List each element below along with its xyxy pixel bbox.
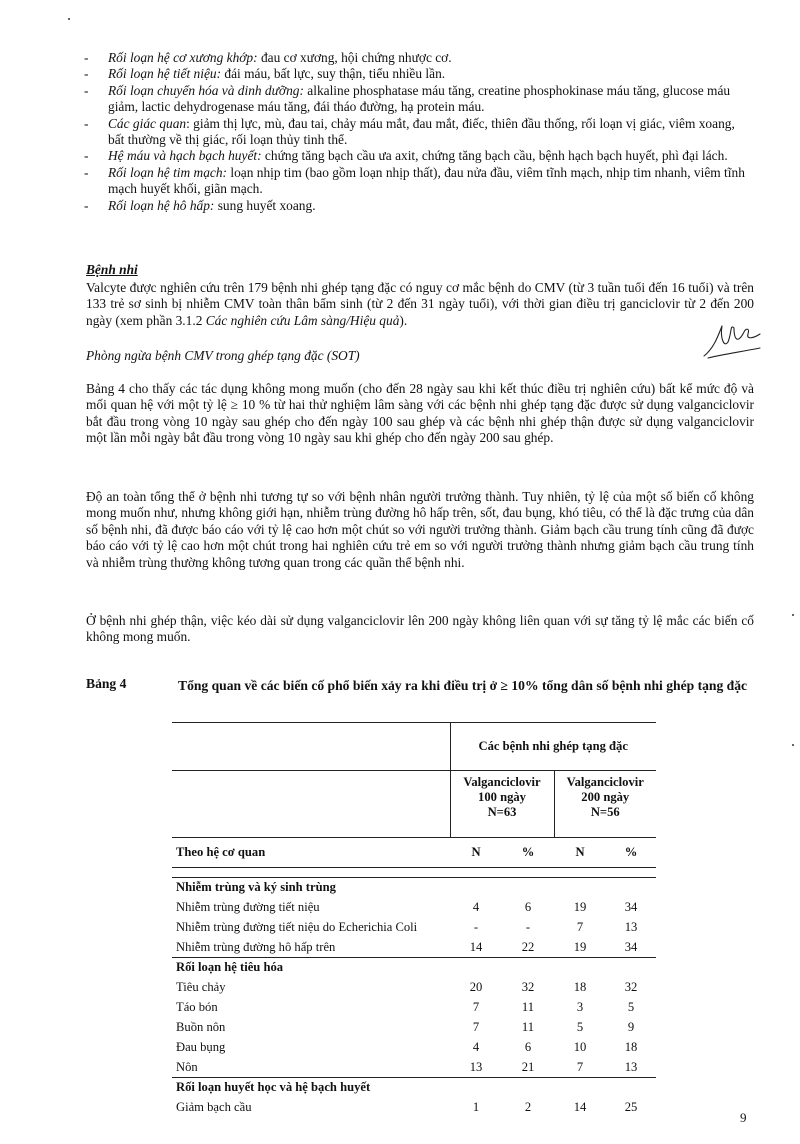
list-item: - Rối loạn hệ tim mạch: loạn nhịp tim (bao gồm loạn nhịp thất), đau nửa đầu, viêm tĩnh mạch, nhịp tim nhanh, viêm tĩnh mạch huyết khối, giãn mạch. — [84, 164, 745, 197]
table-row: Buồn nôn 7 11 5 9 — [176, 1020, 635, 1034]
list-item: - Rối loạn hệ cơ xương khớp: đau cơ xương, hội chứng nhược cơ. — [84, 50, 452, 65]
list-item: - Hệ máu và hạch bạch huyết: chứng tăng bạch cầu ưa axit, chứng tăng bạch cầu, bệnh hạch bạch huyết, phì đại lách. — [84, 148, 728, 164]
column-header-organ: Theo hệ cơ quan — [172, 838, 450, 868]
table-row: Táo bón 7 11 3 5 — [176, 1000, 635, 1014]
table-row: Nhiễm trùng đường tiết niệu do Echerichia Coli - - 7 13 — [176, 920, 638, 934]
arm-header-200: Valganciclovir 200 ngày N=56 — [554, 771, 656, 838]
column-header-n: N — [450, 838, 502, 868]
group-header: Các bệnh nhi ghép tạng đặc — [450, 723, 656, 771]
list-item: - Các giác quan: giảm thị lực, mù, đau tai, chảy máu mắt, đau mắt, điếc, thiên đầu thống, rối loạn vị giác, viêm xoang, bất thường về thị giác, rối loạn thủy tinh thể. — [84, 115, 735, 148]
table-row: Tiêu chảy 20 32 18 32 — [176, 980, 638, 994]
table-title: Tổng quan về các biến cố phổ biến xảy ra khi điều trị ở ≥ 10% tổng dân số bệnh nhi ghép tạng đặc — [178, 678, 748, 693]
column-header-pct: % — [606, 838, 656, 868]
table-label: Bảng 4 — [86, 676, 127, 691]
paragraph-pediatric-intro: Valcyte được nghiên cứu trên 179 bệnh nhi ghép tạng đặc có nguy cơ mắc bệnh do CMV (từ 3 tuần tuổi đến 16 tuổi) và trên 133 trẻ sơ sinh bị nhiễm CMV toàn thân bẩm sinh (từ 2 đến 31 ngày tuổi), với thời gian điều trị ganciclovir từ 2 đến 200 ngày (xem phần 3.1.2 Các nghiên cứu Lâm sàng/Hiệu quả). — [86, 280, 754, 328]
table-row: Đau bụng 4 6 10 18 — [176, 1040, 638, 1054]
list-item: - Rối loạn chuyển hóa và dinh dưỡng: alkaline phosphatase máu tăng, creatine phosphokinase máu tăng, glucose máu giảm, lactic dehydrogenase máu tăng, đái tháo đường, hạ protein máu. — [84, 82, 731, 115]
table-row: Nhiễm trùng đường hô hấp trên 14 22 19 34 — [176, 939, 638, 954]
section-row: Nhiễm trùng và ký sinh trùng — [172, 878, 656, 898]
scan-speck — [68, 18, 70, 20]
paragraph-table-intro: Bảng 4 cho thấy các tác dụng không mong muốn (cho đến 28 ngày sau khi kết thúc điều trị nghiên cứu) bất kể mức độ và mối quan hệ với một tỷ lệ ≥ 10 % từ hai thử nghiệm lâm sàng với các bệnh nhi ghép tạng đặc được sử dụng valganciclovir bắt đầu trong vòng 10 ngày sau ghép cho đến ngày 100 sau ghép và các bệnh nhi ghép thận được sử dụng valganciclovir một lần mỗi ngày bắt đầu trong vòng 10 ngày sau khi ghép cho đến ngày 200 sau ghép. — [86, 381, 754, 446]
adverse-events-table — [172, 722, 656, 1118]
table-row: Nhiễm trùng đường tiết niệu 4 6 19 34 — [176, 900, 638, 914]
column-header-pct: % — [502, 838, 554, 868]
sot-heading: Phòng ngừa bệnh CMV trong ghép tạng đặc (SOT) — [86, 348, 360, 363]
list-item: - Rối loạn hệ hô hấp: sung huyết xoang. — [84, 197, 316, 213]
table-row: Giảm bạch cầu 1 2 14 25 — [176, 1100, 638, 1114]
page-number: 9 — [740, 1110, 747, 1125]
pediatric-heading: Bệnh nhi — [86, 262, 138, 277]
paragraph-safety: Độ an toàn tổng thể ở bệnh nhi tương tự so với bệnh nhân người trưởng thành. Tuy nhiên, tỷ lệ của một số biến cố không mong muốn như, nhưng không giới hạn, nhiễm trùng đường hô hấp trên, sốt, đau bụng, khó tiêu, có thể là đặc trưng của dân số bệnh nhi, đã được báo cáo với tỷ lệ cao hơn một chút so với người trưởng thành. Giảm bạch cầu trung tính cũng đã được báo cáo với tỷ lệ cao hơn một chút trong hai nghiên cứu trẻ em so với người trưởng thành nhưng giảm bạch cầu trung tính và nhiễm trùng thường không tương quan trong các quần thể bệnh nhi. — [86, 489, 754, 570]
section-row: Rối loạn hệ tiêu hóa — [172, 958, 656, 978]
column-header-n: N — [554, 838, 606, 868]
adverse-effects-list — [84, 50, 754, 214]
section-row: Rối loạn huyết học và hệ bạch huyết — [172, 1078, 656, 1098]
table-row: Nôn 13 21 7 13 — [176, 1059, 638, 1074]
signature-mark — [700, 318, 762, 360]
scan-speck — [792, 614, 794, 616]
list-item: - Rối loạn hệ tiết niệu: đái máu, bất lực, suy thận, tiểu nhiều lần. — [84, 66, 446, 82]
scan-speck — [792, 744, 794, 746]
paragraph-kidney: Ở bệnh nhi ghép thận, việc kéo dài sử dụng valganciclovir lên 200 ngày không liên quan với sự tăng tỷ lệ mắc các biến cố không mong muốn. — [86, 613, 754, 645]
arm-header-100: Valganciclovir 100 ngày N=63 — [450, 771, 554, 838]
